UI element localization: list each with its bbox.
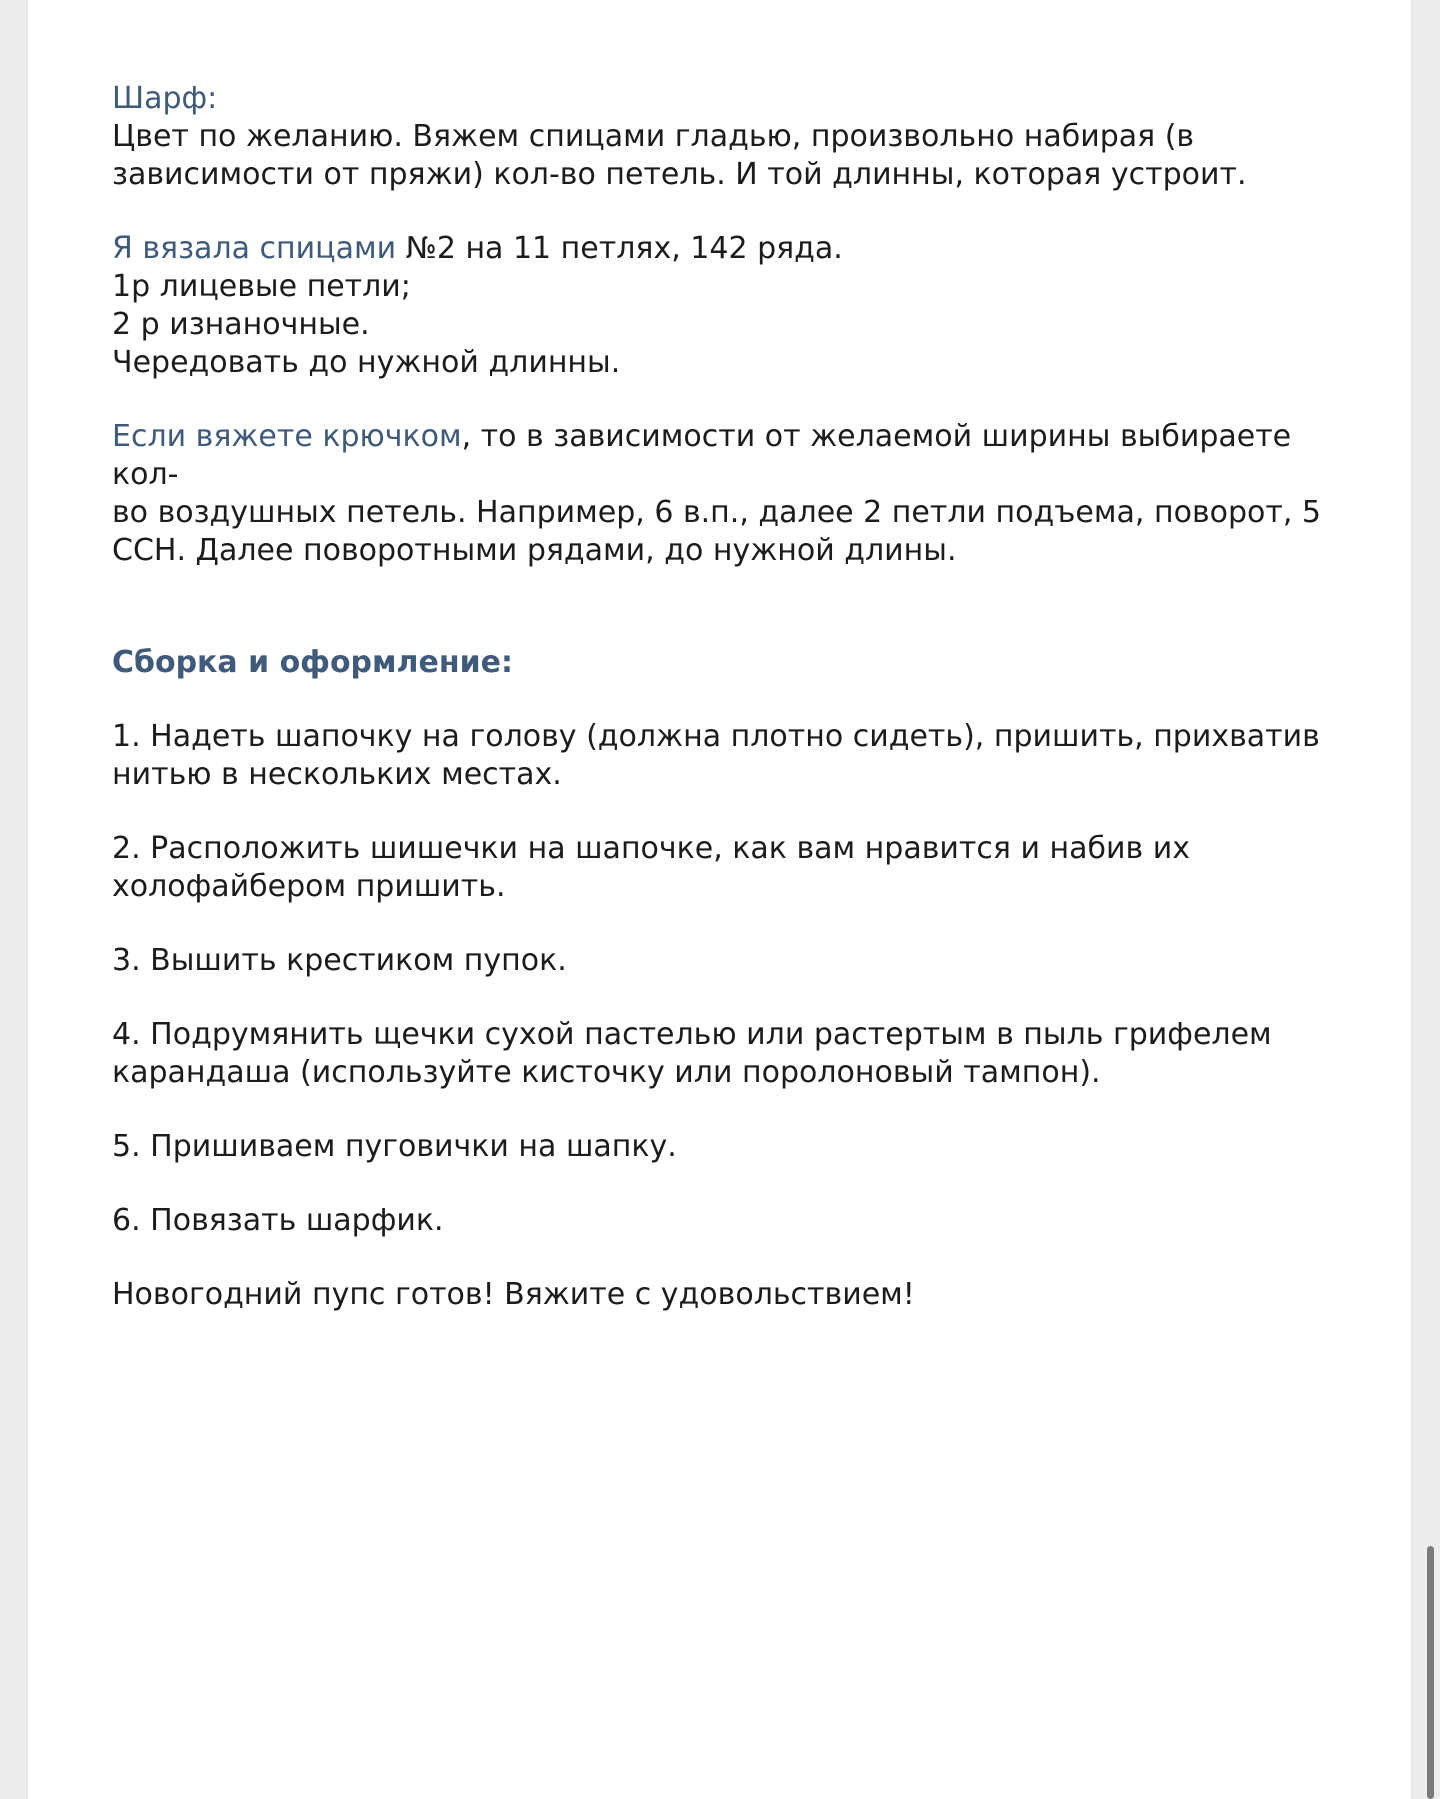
scarf-text-line-1: Цвет по желанию. Вяжем спицами гладью, произвольно набирая (в: [112, 119, 1195, 154]
knit-row-2: 2 р изнаночные.: [112, 307, 370, 342]
assembly-step-1-line-1: 1. Надеть шапочку на голову (должна плотно сидеть), пришить, прихватив: [112, 719, 1320, 754]
spacer: [112, 1240, 1352, 1276]
spacer: [112, 1166, 1352, 1202]
assembly-step-4-line-1: 4. Подрумянить щечки сухой пастелью или растертым в пыль грифелем: [112, 1017, 1272, 1052]
knit-needles-rest: №2 на 11 петлях, 142 ряда.: [396, 231, 843, 266]
assembly-step-1-line-2: нитью в нескольких местах.: [112, 757, 562, 792]
assembly-step-2-line-1: 2. Расположить шишечки на шапочке, как вам нравится и набив их: [112, 831, 1190, 866]
assembly-step-6: 6. Повязать шарфик.: [112, 1203, 444, 1238]
assembly-step-3: 3. Вышить крестиком пупок.: [112, 943, 567, 978]
crochet-line-3: ССН. Далее поворотными рядами, до нужной длины.: [112, 533, 957, 568]
crochet-line-2: во воздушных петель. Например, 6 в.п., далее 2 петли подъема, поворот, 5: [112, 495, 1322, 530]
knit-row-1: 1р лицевые петли;: [112, 269, 411, 304]
vertical-scrollbar[interactable]: [1427, 1546, 1434, 1799]
spacer: [112, 794, 1352, 830]
knit-needles-line: [112, 230, 1352, 268]
knit-row-3: Чередовать до нужной длинны.: [112, 345, 621, 380]
spacer: [112, 682, 1352, 718]
assembly-heading: Сборка и оформление:: [112, 645, 513, 680]
spacer: [112, 980, 1352, 1016]
spacer: [112, 194, 1352, 230]
crochet-label: Если вяжете крючком: [112, 419, 462, 454]
spacer: [112, 906, 1352, 942]
knit-needles-label: Я вязала спицами: [112, 231, 397, 266]
assembly-step-5: 5. Пришиваем пуговички на шапку.: [112, 1129, 677, 1164]
spacer: [112, 1092, 1352, 1128]
scarf-text-line-2: зависимости от пряжи) кол-во петель. И той длинны, которая устроит.: [112, 157, 1247, 192]
crochet-line-1: [112, 418, 1352, 494]
assembly-step-4-line-2: карандаша (используйте кисточку или поролоновый тампон).: [112, 1055, 1101, 1090]
closing-line: Новогодний пупс готов! Вяжите с удовольствием!: [112, 1277, 915, 1312]
spacer: [112, 570, 1352, 644]
assembly-step-2-line-2: холофайбером пришить.: [112, 869, 506, 904]
document-content: [112, 80, 1352, 1314]
document-page: [28, 0, 1411, 1799]
spacer: [112, 382, 1352, 418]
crochet-line-1-rest: , то в зависимости от желаемой ширины выбираете кол-: [112, 419, 1292, 492]
scarf-heading: Шарф:: [112, 81, 218, 116]
